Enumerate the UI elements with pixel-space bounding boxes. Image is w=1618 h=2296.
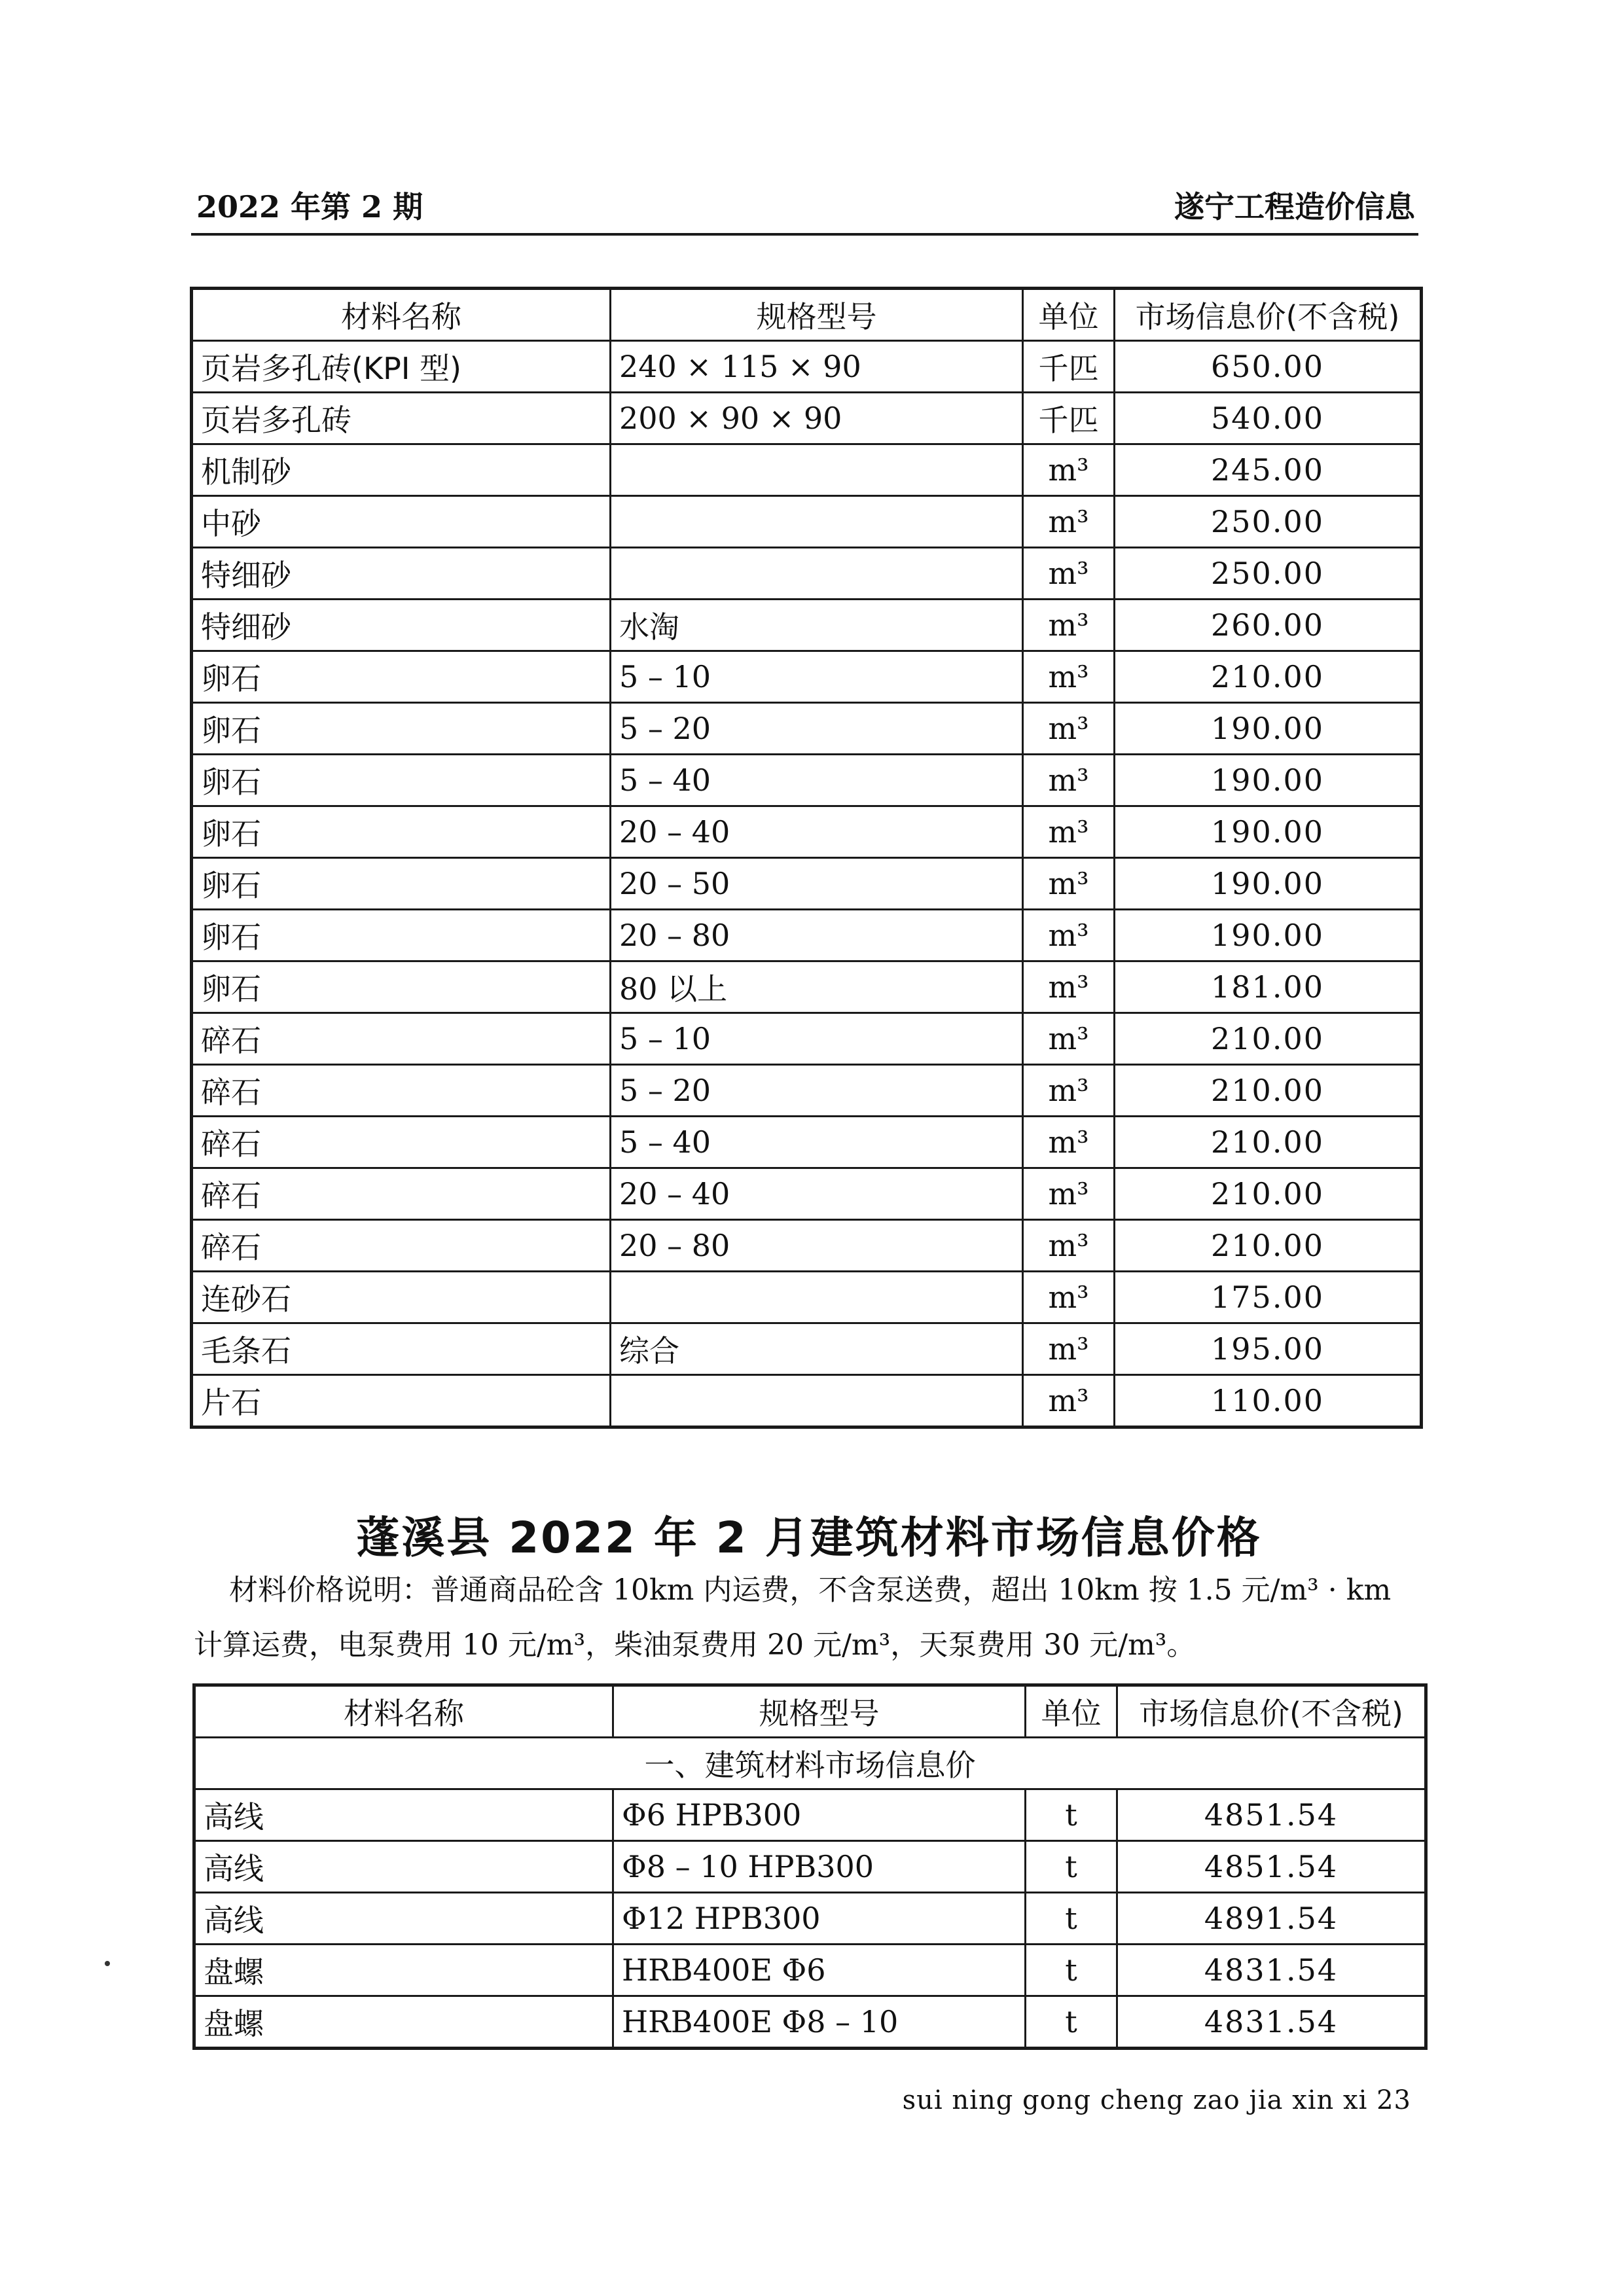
table-row: [192, 496, 1421, 548]
price-cell: 210.00: [1115, 651, 1421, 703]
spec-cell: 5 – 20: [611, 703, 1023, 755]
price-cell: 210.00: [1115, 1168, 1421, 1220]
material-name-cell: 中砂: [192, 496, 611, 548]
material-name-cell: 盘螺: [195, 1945, 613, 1996]
material-name-cell: 高线: [195, 1789, 613, 1841]
table-header-row: [195, 1686, 1426, 1738]
spec-cell: HRB400E Φ6: [613, 1945, 1026, 1996]
price-cell: 250.00: [1115, 548, 1421, 600]
material-name-cell: 卵石: [192, 910, 611, 961]
table-row: [192, 703, 1421, 755]
spec-cell: 200 × 90 × 90: [611, 393, 1023, 444]
unit-cell: 千匹: [1023, 341, 1115, 393]
spec-cell: [611, 1375, 1023, 1427]
unit-cell: m³: [1023, 651, 1115, 703]
price-cell: 250.00: [1115, 496, 1421, 548]
table-row: [192, 444, 1421, 496]
col-header-unit: 单位: [1026, 1686, 1117, 1738]
material-name-cell: 高线: [195, 1841, 613, 1893]
table-row: [192, 755, 1421, 806]
unit-cell: 千匹: [1023, 393, 1115, 444]
spec-cell: 水淘: [611, 600, 1023, 651]
material-name-cell: 碎石: [192, 1168, 611, 1220]
col-header-name: 材料名称: [192, 289, 611, 341]
table-row: [192, 1220, 1421, 1272]
spec-cell: [611, 444, 1023, 496]
spec-cell: 20 – 80: [611, 1220, 1023, 1272]
issue-label: 2022 年第 2 期: [196, 189, 423, 224]
material-name-cell: 片石: [192, 1375, 611, 1427]
table-row: [195, 1841, 1426, 1893]
table-row: [195, 1893, 1426, 1945]
unit-cell: m³: [1023, 548, 1115, 600]
unit-cell: m³: [1023, 1323, 1115, 1375]
table-row: [192, 600, 1421, 651]
unit-cell: m³: [1023, 1013, 1115, 1065]
price-cell: 190.00: [1115, 806, 1421, 858]
material-name-cell: 碎石: [192, 1013, 611, 1065]
unit-cell: m³: [1023, 961, 1115, 1013]
col-header-unit: 单位: [1023, 289, 1115, 341]
price-cell: 210.00: [1115, 1220, 1421, 1272]
col-header-spec: 规格型号: [613, 1686, 1026, 1738]
material-name-cell: 特细砂: [192, 548, 611, 600]
price-cell: 110.00: [1115, 1375, 1421, 1427]
price-cell: 540.00: [1115, 393, 1421, 444]
table-row: [192, 1168, 1421, 1220]
unit-cell: m³: [1023, 496, 1115, 548]
price-cell: 210.00: [1115, 1013, 1421, 1065]
price-cell: 210.00: [1115, 1117, 1421, 1168]
table-row: [192, 806, 1421, 858]
unit-cell: t: [1026, 1945, 1117, 1996]
col-header-price: 市场信息价(不含税): [1117, 1686, 1426, 1738]
unit-cell: m³: [1023, 1272, 1115, 1323]
spec-cell: 综合: [611, 1323, 1023, 1375]
spec-cell: 240 × 115 × 90: [611, 341, 1023, 393]
material-name-cell: 高线: [195, 1893, 613, 1945]
spec-cell: HRB400E Φ8 – 10: [613, 1996, 1026, 2048]
price-note-line-2: 计算运费，电泵费用 10 元/m³，柴油泵费用 20 元/m³，天泵费用 30 元/m³。: [194, 1628, 1196, 1662]
unit-cell: t: [1026, 1893, 1117, 1945]
unit-cell: m³: [1023, 1065, 1115, 1117]
table-row: [192, 858, 1421, 910]
unit-cell: m³: [1023, 1168, 1115, 1220]
spec-cell: [611, 496, 1023, 548]
price-cell: 190.00: [1115, 910, 1421, 961]
unit-cell: m³: [1023, 806, 1115, 858]
spec-cell: 5 – 20: [611, 1065, 1023, 1117]
spec-cell: 20 – 50: [611, 858, 1023, 910]
section-label: 一、建筑材料市场信息价: [195, 1738, 1426, 1789]
spec-cell: Φ12 HPB300: [613, 1893, 1026, 1945]
header-divider: [191, 233, 1418, 236]
material-name-cell: 卵石: [192, 961, 611, 1013]
price-cell: 4891.54: [1117, 1893, 1426, 1945]
material-name-cell: 卵石: [192, 755, 611, 806]
table-row: [192, 1375, 1421, 1427]
table-row: [192, 651, 1421, 703]
material-name-cell: 机制砂: [192, 444, 611, 496]
material-name-cell: 页岩多孔砖(KPI 型): [192, 341, 611, 393]
price-cell: 260.00: [1115, 600, 1421, 651]
table-row: [192, 341, 1421, 393]
unit-cell: t: [1026, 1996, 1117, 2048]
spec-cell: 20 – 40: [611, 1168, 1023, 1220]
spec-cell: Φ8 – 10 HPB300: [613, 1841, 1026, 1893]
price-cell: 4851.54: [1117, 1841, 1426, 1893]
material-name-cell: 盘螺: [195, 1996, 613, 2048]
price-note-line-1: 材料价格说明：普通商品砼含 10km 内运费，不含泵送费，超出 10km 按 1.5 元/m³ · km: [229, 1573, 1392, 1607]
table-row: [192, 1323, 1421, 1375]
price-cell: 175.00: [1115, 1272, 1421, 1323]
material-name-cell: 毛条石: [192, 1323, 611, 1375]
price-cell: 4831.54: [1117, 1945, 1426, 1996]
material-name-cell: 碎石: [192, 1065, 611, 1117]
spec-cell: [611, 1272, 1023, 1323]
spec-cell: 5 – 10: [611, 1013, 1023, 1065]
col-header-price: 市场信息价(不含税): [1115, 289, 1421, 341]
price-cell: 650.00: [1115, 341, 1421, 393]
material-name-cell: 特细砂: [192, 600, 611, 651]
unit-cell: m³: [1023, 755, 1115, 806]
col-header-name: 材料名称: [195, 1686, 613, 1738]
material-name-cell: 卵石: [192, 703, 611, 755]
scan-speck: [105, 1961, 110, 1966]
unit-cell: t: [1026, 1841, 1117, 1893]
price-cell: 190.00: [1115, 703, 1421, 755]
table-row: [192, 548, 1421, 600]
unit-cell: m³: [1023, 858, 1115, 910]
col-header-spec: 规格型号: [611, 289, 1023, 341]
spec-cell: 5 – 10: [611, 651, 1023, 703]
table-section-row: [195, 1738, 1426, 1789]
price-cell: 210.00: [1115, 1065, 1421, 1117]
spec-cell: [611, 548, 1023, 600]
price-cell: 4831.54: [1117, 1996, 1426, 2048]
unit-cell: t: [1026, 1789, 1117, 1841]
table-row: [192, 393, 1421, 444]
material-name-cell: 连砂石: [192, 1272, 611, 1323]
material-name-cell: 卵石: [192, 806, 611, 858]
table-row: [192, 910, 1421, 961]
table-row: [192, 1065, 1421, 1117]
price-table-1: [191, 288, 1422, 1427]
spec-cell: 80 以上: [611, 961, 1023, 1013]
price-cell: 195.00: [1115, 1323, 1421, 1375]
table-row: [192, 1013, 1421, 1065]
publication-title: 遂宁工程造价信息: [1174, 189, 1415, 224]
unit-cell: m³: [1023, 444, 1115, 496]
material-name-cell: 卵石: [192, 858, 611, 910]
spec-cell: 5 – 40: [611, 1117, 1023, 1168]
unit-cell: m³: [1023, 1375, 1115, 1427]
unit-cell: m³: [1023, 600, 1115, 651]
table-row: [192, 1272, 1421, 1323]
table-row: [192, 961, 1421, 1013]
table-row: [195, 1789, 1426, 1841]
price-table-2: [194, 1685, 1426, 2049]
material-name-cell: 卵石: [192, 651, 611, 703]
section-title: 蓬溪县 2022 年 2 月建筑材料市场信息价格: [356, 1513, 1262, 1563]
table-row: [195, 1945, 1426, 1996]
table-header-row: [192, 289, 1421, 341]
page-footer: sui ning gong cheng zao jia xin xi 23: [902, 2085, 1411, 2115]
spec-cell: Φ6 HPB300: [613, 1789, 1026, 1841]
unit-cell: m³: [1023, 1220, 1115, 1272]
spec-cell: 20 – 80: [611, 910, 1023, 961]
table-row: [192, 1117, 1421, 1168]
price-cell: 190.00: [1115, 858, 1421, 910]
unit-cell: m³: [1023, 1117, 1115, 1168]
price-cell: 190.00: [1115, 755, 1421, 806]
price-cell: 245.00: [1115, 444, 1421, 496]
unit-cell: m³: [1023, 910, 1115, 961]
material-name-cell: 碎石: [192, 1117, 611, 1168]
spec-cell: 20 – 40: [611, 806, 1023, 858]
material-name-cell: 页岩多孔砖: [192, 393, 611, 444]
price-cell: 181.00: [1115, 961, 1421, 1013]
spec-cell: 5 – 40: [611, 755, 1023, 806]
price-cell: 4851.54: [1117, 1789, 1426, 1841]
table-row: [195, 1996, 1426, 2048]
material-name-cell: 碎石: [192, 1220, 611, 1272]
unit-cell: m³: [1023, 703, 1115, 755]
